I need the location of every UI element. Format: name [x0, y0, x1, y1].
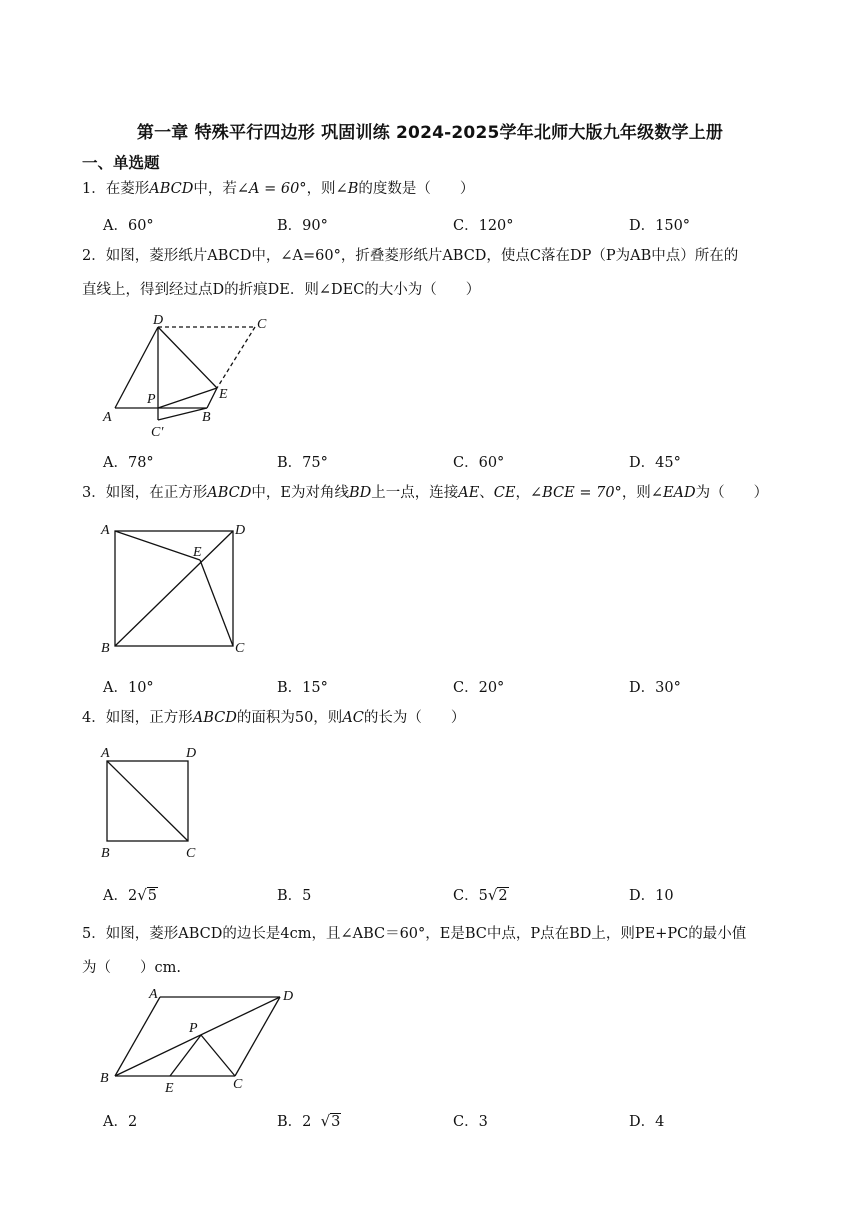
- question-2-option-c: C．60°: [453, 455, 505, 471]
- question-1-option-b: B．90°: [277, 218, 328, 234]
- question-1-stem: 1．在菱形ABCD中，若∠A = 60°，则∠B的度数是（ ）: [82, 181, 475, 197]
- question-5-stem-line-2: 为（ ）cm.: [82, 960, 181, 976]
- question-2-stem-line-2: 直线上，得到经过点D的折痕DE．则∠DEC的大小为（ ）: [82, 282, 481, 298]
- question-5-figure: [95, 984, 310, 1096]
- label-e: E: [165, 1081, 174, 1096]
- question-5-option-d: D．4: [629, 1114, 665, 1130]
- label-c: C: [235, 641, 245, 656]
- question-4-option-d: D．10: [629, 888, 674, 904]
- question-3-option-c: C．20°: [453, 680, 505, 696]
- question-4-figure: [95, 740, 215, 865]
- question-4-option-a: A．2√5: [103, 886, 158, 904]
- question-number: 5．: [82, 926, 106, 942]
- section-heading: 一、单选题: [82, 154, 160, 172]
- label-c: C: [233, 1077, 243, 1092]
- question-number: 2．: [82, 248, 106, 264]
- label-a: A: [101, 523, 110, 538]
- question-5-option-a: A．2: [103, 1114, 138, 1130]
- question-number: 1．: [82, 181, 106, 197]
- question-4-option-b: B．5: [277, 888, 312, 904]
- label-p: P: [189, 1021, 198, 1036]
- question-2-option-d: D．45°: [629, 455, 681, 471]
- sqrt-symbol: √5: [137, 886, 158, 904]
- question-number: 3．: [82, 485, 106, 501]
- question-3-stem: 3．如图，在正方形ABCD中，E为对角线BD上一点，连接AE、CE，∠BCE = 70°，则∠EAD为（ ）: [82, 485, 769, 501]
- question-3-option-d: D．30°: [629, 680, 681, 696]
- label-a: A: [103, 410, 112, 425]
- question-2-figure: [95, 308, 285, 443]
- question-3-figure: [95, 516, 255, 661]
- sqrt-symbol: √3: [320, 1112, 341, 1130]
- question-1-option-c: C．120°: [453, 218, 514, 234]
- question-3-option-b: B．15°: [277, 680, 328, 696]
- label-d: D: [153, 313, 164, 328]
- question-2-option-b: B．75°: [277, 455, 328, 471]
- question-1-option-d: D．150°: [629, 218, 691, 234]
- question-1-option-a: A．60°: [103, 218, 154, 234]
- label-d: D: [186, 746, 197, 761]
- label-e: E: [219, 387, 228, 402]
- question-number: 4．: [82, 710, 106, 726]
- label-b: B: [100, 1071, 109, 1086]
- question-4-option-c: C．5√2: [453, 886, 508, 904]
- sqrt-symbol: √2: [487, 886, 508, 904]
- label-a: A: [101, 746, 110, 761]
- label-c: C: [186, 846, 196, 861]
- question-2-stem-line-1: 2．如图，菱形纸片ABCD中，∠A=60°，折叠菱形纸片ABCD，使点C落在DP（P为AB中点）所在的: [82, 248, 739, 264]
- label-d: D: [283, 989, 294, 1004]
- label-b: B: [101, 641, 110, 656]
- question-5-option-c: C．3: [453, 1114, 488, 1130]
- question-5-option-b: B．2 √3: [277, 1112, 341, 1130]
- document-title: 第一章 特殊平行四边形 巩固训练 2024-2025学年北师大版九年级数学上册: [136, 123, 724, 143]
- question-5-stem-line-1: 5．如图，菱形ABCD的边长是4cm，且∠ABC＝60°，E是BC中点，P点在BD上，则PE+PC的最小值: [82, 926, 747, 942]
- label-c-prime: C′: [151, 425, 164, 440]
- question-4-stem: 4．如图，正方形ABCD的面积为50，则AC的长为（ ）: [82, 710, 466, 726]
- label-c: C: [257, 317, 267, 332]
- label-e: E: [193, 545, 202, 560]
- label-b: B: [202, 410, 211, 425]
- question-3-option-a: A．10°: [103, 680, 154, 696]
- label-d: D: [235, 523, 246, 538]
- label-b: B: [101, 846, 110, 861]
- label-p: P: [147, 392, 156, 407]
- question-2-option-a: A．78°: [103, 455, 154, 471]
- label-a: A: [149, 987, 158, 1002]
